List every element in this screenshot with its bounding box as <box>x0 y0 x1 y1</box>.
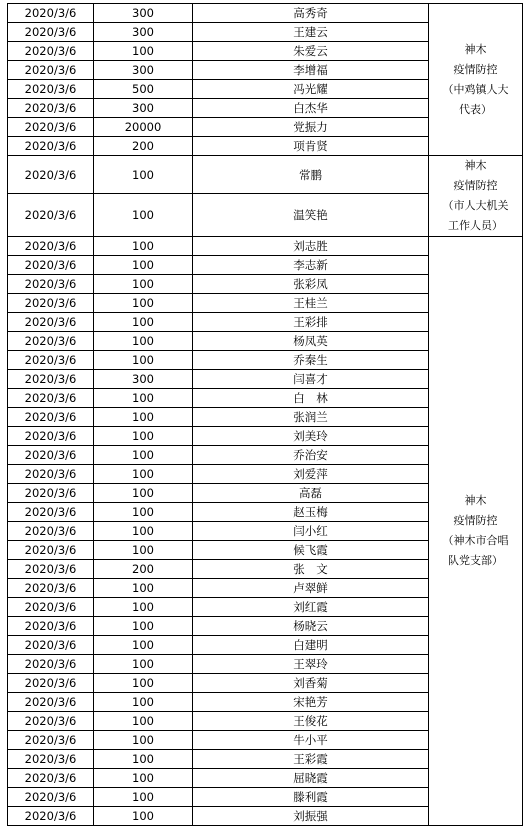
table-body <box>8 4 523 826</box>
donor-name-cell: 王翠玲 <box>193 655 429 674</box>
group-label-line: 工作人员） <box>448 219 503 232</box>
amount-cell: 100 <box>94 541 193 560</box>
donor-name-cell: 王桂兰 <box>193 294 429 313</box>
donation-table <box>7 3 523 826</box>
group-label-line: 疫情防控 <box>453 179 498 192</box>
date-cell: 2020/3/6 <box>8 80 94 99</box>
amount-cell: 100 <box>94 313 193 332</box>
amount-cell: 100 <box>94 750 193 769</box>
table-row <box>8 237 523 256</box>
group-label-line: （神木市合唱 <box>442 534 509 547</box>
date-cell: 2020/3/6 <box>8 769 94 788</box>
amount-cell: 100 <box>94 731 193 750</box>
amount-cell: 100 <box>94 579 193 598</box>
group-label-line: 神木 <box>464 494 487 507</box>
donor-name-cell: 李志新 <box>193 256 429 275</box>
amount-cell: 200 <box>94 560 193 579</box>
date-cell: 2020/3/6 <box>8 42 94 61</box>
donor-name-cell: 刘红霞 <box>193 598 429 617</box>
date-cell: 2020/3/6 <box>8 788 94 807</box>
donor-name-cell: 王彩霞 <box>193 750 429 769</box>
date-cell: 2020/3/6 <box>8 693 94 712</box>
donor-name-cell: 高秀奇 <box>193 4 429 23</box>
donor-name-cell: 卢翠鲜 <box>193 579 429 598</box>
date-cell: 2020/3/6 <box>8 598 94 617</box>
table-row <box>8 4 523 23</box>
date-cell: 2020/3/6 <box>8 99 94 118</box>
donor-name-cell: 白 林 <box>193 389 429 408</box>
donor-name-cell: 高磊 <box>193 484 429 503</box>
donor-name-cell: 刘志胜 <box>193 237 429 256</box>
amount-cell: 100 <box>94 275 193 294</box>
amount-cell: 100 <box>94 389 193 408</box>
date-cell: 2020/3/6 <box>8 194 94 237</box>
date-cell: 2020/3/6 <box>8 750 94 769</box>
group-label-line: 队党支部） <box>448 554 503 567</box>
donor-name-cell: 项肯贤 <box>193 137 429 156</box>
group-label-line: 神木 <box>464 159 487 172</box>
donor-name-cell: 党振力 <box>193 118 429 137</box>
donor-name-cell: 乔秦生 <box>193 351 429 370</box>
amount-cell: 100 <box>94 408 193 427</box>
amount-cell: 100 <box>94 712 193 731</box>
amount-cell: 100 <box>94 465 193 484</box>
date-cell: 2020/3/6 <box>8 237 94 256</box>
date-cell: 2020/3/6 <box>8 636 94 655</box>
date-cell: 2020/3/6 <box>8 465 94 484</box>
date-cell: 2020/3/6 <box>8 275 94 294</box>
donor-name-cell: 乔治安 <box>193 446 429 465</box>
amount-cell: 200 <box>94 137 193 156</box>
amount-cell: 100 <box>94 788 193 807</box>
donor-name-cell: 杨凤英 <box>193 332 429 351</box>
donor-name-cell: 闫喜才 <box>193 370 429 389</box>
group-label-line: 疫情防控 <box>453 514 498 527</box>
amount-cell: 300 <box>94 61 193 80</box>
donor-name-cell: 闫小红 <box>193 522 429 541</box>
donor-name-cell: 宋艳芳 <box>193 693 429 712</box>
date-cell: 2020/3/6 <box>8 408 94 427</box>
amount-cell: 100 <box>94 674 193 693</box>
amount-cell: 300 <box>94 99 193 118</box>
date-cell: 2020/3/6 <box>8 617 94 636</box>
donor-name-cell: 滕利霞 <box>193 788 429 807</box>
donor-name-cell: 朱爱云 <box>193 42 429 61</box>
amount-cell: 300 <box>94 4 193 23</box>
date-cell: 2020/3/6 <box>8 332 94 351</box>
group-label-line: 代表） <box>459 102 492 116</box>
amount-cell: 100 <box>94 484 193 503</box>
date-cell: 2020/3/6 <box>8 370 94 389</box>
date-cell: 2020/3/6 <box>8 313 94 332</box>
donor-name-cell: 冯光耀 <box>193 80 429 99</box>
date-cell: 2020/3/6 <box>8 23 94 42</box>
group-label-line: 疫情防控 <box>453 62 498 76</box>
group-label-cell <box>429 4 523 156</box>
amount-cell: 100 <box>94 427 193 446</box>
amount-cell: 100 <box>94 693 193 712</box>
amount-cell: 100 <box>94 655 193 674</box>
amount-cell: 500 <box>94 80 193 99</box>
donor-name-cell: 候飞霞 <box>193 541 429 560</box>
amount-cell: 100 <box>94 194 193 237</box>
donor-name-cell: 张 文 <box>193 560 429 579</box>
amount-cell: 100 <box>94 617 193 636</box>
amount-cell: 100 <box>94 636 193 655</box>
amount-cell: 100 <box>94 598 193 617</box>
amount-cell: 100 <box>94 237 193 256</box>
date-cell: 2020/3/6 <box>8 560 94 579</box>
group-label-cell <box>429 237 523 826</box>
donor-name-cell: 张润兰 <box>193 408 429 427</box>
donor-name-cell: 李增福 <box>193 61 429 80</box>
donor-name-cell: 杨晓云 <box>193 617 429 636</box>
amount-cell: 100 <box>94 503 193 522</box>
amount-cell: 100 <box>94 351 193 370</box>
donor-name-cell: 王俊花 <box>193 712 429 731</box>
amount-cell: 20000 <box>94 118 193 137</box>
amount-cell: 100 <box>94 522 193 541</box>
date-cell: 2020/3/6 <box>8 389 94 408</box>
amount-cell: 300 <box>94 370 193 389</box>
donor-name-cell: 刘振强 <box>193 807 429 826</box>
donor-name-cell: 屈晓霞 <box>193 769 429 788</box>
date-cell: 2020/3/6 <box>8 156 94 194</box>
donor-name-cell: 温笑艳 <box>193 194 429 237</box>
donor-name-cell: 王建云 <box>193 23 429 42</box>
amount-cell: 100 <box>94 807 193 826</box>
group-label-cell <box>429 156 523 237</box>
date-cell: 2020/3/6 <box>8 256 94 275</box>
date-cell: 2020/3/6 <box>8 4 94 23</box>
date-cell: 2020/3/6 <box>8 541 94 560</box>
date-cell: 2020/3/6 <box>8 61 94 80</box>
group-label-line: （市人大机关 <box>442 199 509 212</box>
date-cell: 2020/3/6 <box>8 446 94 465</box>
group-label-line: 神木 <box>464 42 487 56</box>
donor-name-cell: 赵玉梅 <box>193 503 429 522</box>
amount-cell: 100 <box>94 42 193 61</box>
amount-cell: 100 <box>94 294 193 313</box>
donor-name-cell: 牛小平 <box>193 731 429 750</box>
group-label-line: （中鸡镇人大 <box>442 82 509 96</box>
date-cell: 2020/3/6 <box>8 731 94 750</box>
donor-name-cell: 白杰华 <box>193 99 429 118</box>
amount-cell: 100 <box>94 446 193 465</box>
date-cell: 2020/3/6 <box>8 503 94 522</box>
date-cell: 2020/3/6 <box>8 522 94 541</box>
date-cell: 2020/3/6 <box>8 712 94 731</box>
donor-name-cell: 王彩排 <box>193 313 429 332</box>
amount-cell: 100 <box>94 156 193 194</box>
date-cell: 2020/3/6 <box>8 484 94 503</box>
date-cell: 2020/3/6 <box>8 427 94 446</box>
date-cell: 2020/3/6 <box>8 137 94 156</box>
date-cell: 2020/3/6 <box>8 674 94 693</box>
donor-name-cell: 刘爱萍 <box>193 465 429 484</box>
donor-name-cell: 白建明 <box>193 636 429 655</box>
amount-cell: 300 <box>94 23 193 42</box>
donor-name-cell: 常鹏 <box>193 156 429 194</box>
date-cell: 2020/3/6 <box>8 655 94 674</box>
date-cell: 2020/3/6 <box>8 807 94 826</box>
table-row <box>8 156 523 194</box>
amount-cell: 100 <box>94 769 193 788</box>
date-cell: 2020/3/6 <box>8 118 94 137</box>
donor-name-cell: 刘美玲 <box>193 427 429 446</box>
donor-name-cell: 张彩凤 <box>193 275 429 294</box>
amount-cell: 100 <box>94 332 193 351</box>
date-cell: 2020/3/6 <box>8 351 94 370</box>
donor-name-cell: 刘香菊 <box>193 674 429 693</box>
date-cell: 2020/3/6 <box>8 579 94 598</box>
date-cell: 2020/3/6 <box>8 294 94 313</box>
amount-cell: 100 <box>94 256 193 275</box>
